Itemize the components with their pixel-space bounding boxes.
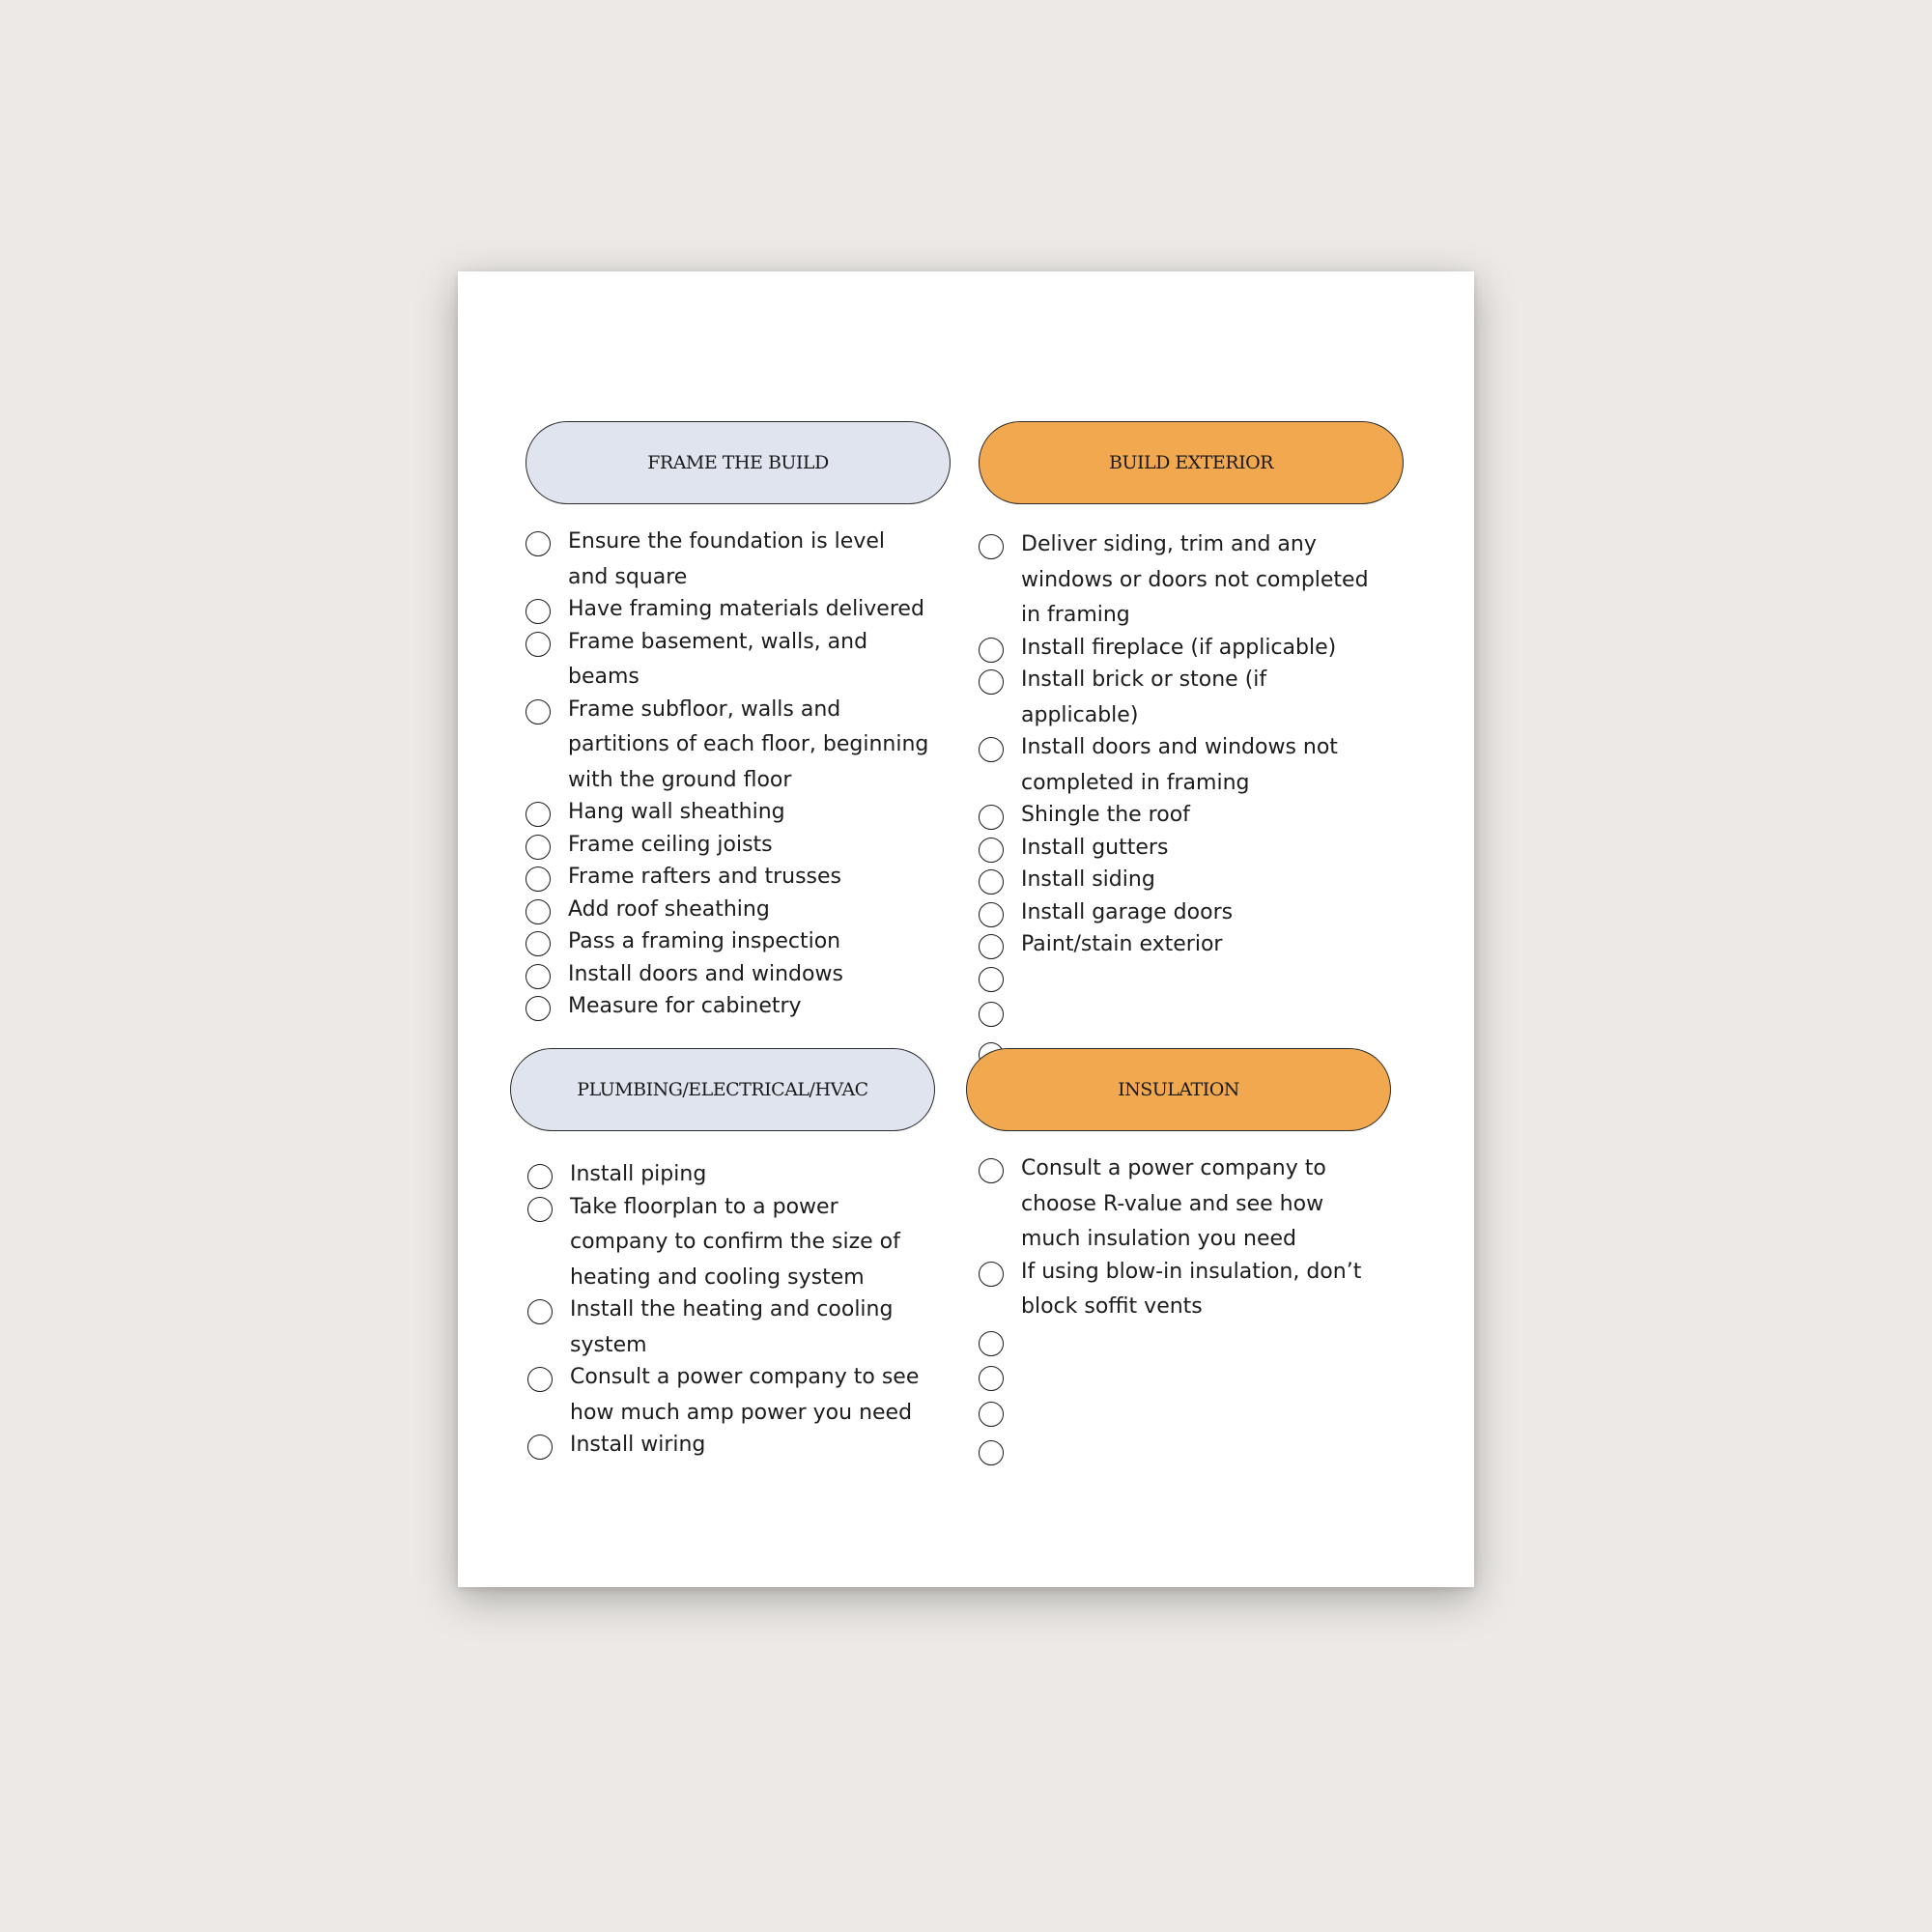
item-label: Shingle the roof [1021,803,1190,827]
blank-list-item[interactable] [979,1327,1384,1363]
blank-list-item[interactable] [979,963,1384,999]
item-label: Install piping [570,1162,707,1186]
list-item[interactable] [526,927,931,960]
plumbing-title: PLUMBING/ELECTRICAL/HVAC [577,1079,868,1100]
list-item[interactable] [979,930,1384,963]
item-label: Install doors and windows not completed in framing [1021,735,1338,795]
checkbox-circle-icon[interactable] [527,1164,553,1189]
list-item[interactable] [526,628,931,696]
checkbox-circle-icon[interactable] [979,805,1004,830]
plumbing-list [527,1160,933,1463]
blank-list-item[interactable] [979,998,1384,1034]
item-label: Install garage doors [1021,899,1234,924]
frame-the-build-title: FRAME THE BUILD [647,452,829,473]
item-label: Frame rafters and trusses [568,865,842,889]
checkbox-circle-icon[interactable] [979,1331,1004,1356]
checkbox-circle-icon[interactable] [979,1002,1004,1027]
item-label: Consult a power company to see how much amp power you need [570,1365,920,1425]
checkbox-circle-icon[interactable] [979,1440,1004,1465]
checkbox-circle-icon[interactable] [979,534,1004,559]
item-label: Frame basement, walls, and beams [568,629,868,689]
item-label: Frame ceiling joists [568,832,773,857]
item-label: Deliver siding, trim and any windows or doors not completed in framing [1021,532,1369,627]
build-exterior-header [979,421,1404,504]
section-insulation [966,1048,1395,1472]
insulation-header [966,1048,1391,1131]
item-label: Consult a power company to choose R-value and see how much insulation you need [1021,1156,1326,1251]
list-item[interactable] [526,696,931,799]
list-item[interactable] [526,831,931,864]
list-item[interactable] [527,1160,933,1193]
list-item[interactable] [979,866,1384,898]
checkbox-circle-icon[interactable] [979,967,1004,992]
checkbox-circle-icon[interactable] [979,1402,1004,1427]
section-frame-the-build [526,421,954,1025]
list-item[interactable] [979,834,1384,867]
item-label: If using blow-in insulation, don’t block soffit vents [1021,1259,1362,1319]
checkbox-circle-icon[interactable] [979,669,1004,695]
checkbox-circle-icon[interactable] [526,531,551,556]
checkbox-circle-icon[interactable] [979,638,1004,663]
checkbox-circle-icon[interactable] [526,899,551,924]
list-item[interactable] [526,992,931,1025]
frame-the-build-list [526,527,931,1025]
list-item[interactable] [979,666,1384,733]
checkbox-circle-icon[interactable] [526,867,551,892]
list-item[interactable] [526,863,931,895]
list-item[interactable] [979,898,1384,931]
checkbox-circle-icon[interactable] [979,902,1004,927]
checkbox-circle-icon[interactable] [527,1367,553,1392]
item-label: Install the heating and cooling system [570,1297,894,1357]
build-exterior-title: BUILD EXTERIOR [1108,452,1273,473]
list-item[interactable] [527,1431,933,1463]
blank-list-item[interactable] [979,1398,1384,1434]
list-item[interactable] [526,960,931,993]
checkbox-circle-icon[interactable] [526,835,551,860]
checkbox-circle-icon[interactable] [526,599,551,624]
insulation-title: INSULATION [1118,1079,1239,1100]
item-label: Install brick or stone (if applicable) [1021,668,1267,727]
list-item[interactable] [526,895,931,928]
item-label: Take floorplan to a power company to confirm the size of heating and cooling system [570,1194,900,1290]
checkbox-circle-icon[interactable] [979,869,1004,895]
item-label: Install siding [1021,867,1155,892]
section-build-exterior [979,421,1407,1073]
frame-the-build-header [526,421,951,504]
checkbox-circle-icon[interactable] [526,996,551,1021]
build-exterior-list [979,530,1384,1073]
blank-list-item[interactable] [979,1362,1384,1398]
checkbox-circle-icon[interactable] [526,931,551,956]
list-item[interactable] [979,1258,1384,1325]
list-item[interactable] [526,527,931,595]
item-label: Add roof sheathing [568,896,770,922]
item-label: Hang wall sheathing [568,800,785,824]
checkbox-circle-icon[interactable] [526,699,551,724]
list-item[interactable] [979,733,1384,801]
item-label: Install gutters [1021,835,1169,860]
checkbox-circle-icon[interactable] [526,632,551,657]
item-label: Measure for cabinetry [568,994,802,1018]
item-label: Install fireplace (if applicable) [1021,635,1337,660]
checkbox-circle-icon[interactable] [527,1197,553,1222]
checkbox-circle-icon[interactable] [979,1366,1004,1391]
list-item[interactable] [979,634,1384,667]
list-item[interactable] [979,1154,1384,1258]
list-item[interactable] [979,530,1384,634]
item-label: Have framing materials delivered [568,597,924,621]
checkbox-circle-icon[interactable] [979,1262,1004,1287]
blank-list-item[interactable] [979,1436,1384,1472]
list-item[interactable] [527,1295,933,1363]
item-label: Paint/stain exterior [1021,932,1223,956]
checkbox-circle-icon[interactable] [979,838,1004,863]
list-item[interactable] [526,798,931,831]
list-item[interactable] [527,1363,933,1431]
checkbox-circle-icon[interactable] [979,1158,1004,1183]
insulation-list [979,1154,1384,1472]
section-plumbing-electrical-hvac [510,1048,939,1463]
checkbox-circle-icon[interactable] [527,1299,553,1324]
checkbox-circle-icon[interactable] [527,1435,553,1460]
item-label: Install doors and windows [568,961,843,986]
list-item[interactable] [527,1193,933,1296]
checkbox-circle-icon[interactable] [526,964,551,989]
list-item[interactable] [979,801,1384,834]
checklist-page [458,271,1474,1587]
list-item[interactable] [526,595,931,628]
item-label: Ensure the foundation is level and square [568,529,885,589]
plumbing-header [510,1048,935,1131]
checkbox-circle-icon[interactable] [979,737,1004,762]
item-label: Pass a framing inspection [568,929,841,953]
item-label: Frame subfloor, walls and partitions of each floor, beginning with the ground floor [568,696,929,792]
checkbox-circle-icon[interactable] [526,802,551,827]
item-label: Install wiring [570,1433,706,1457]
checkbox-circle-icon[interactable] [979,934,1004,959]
